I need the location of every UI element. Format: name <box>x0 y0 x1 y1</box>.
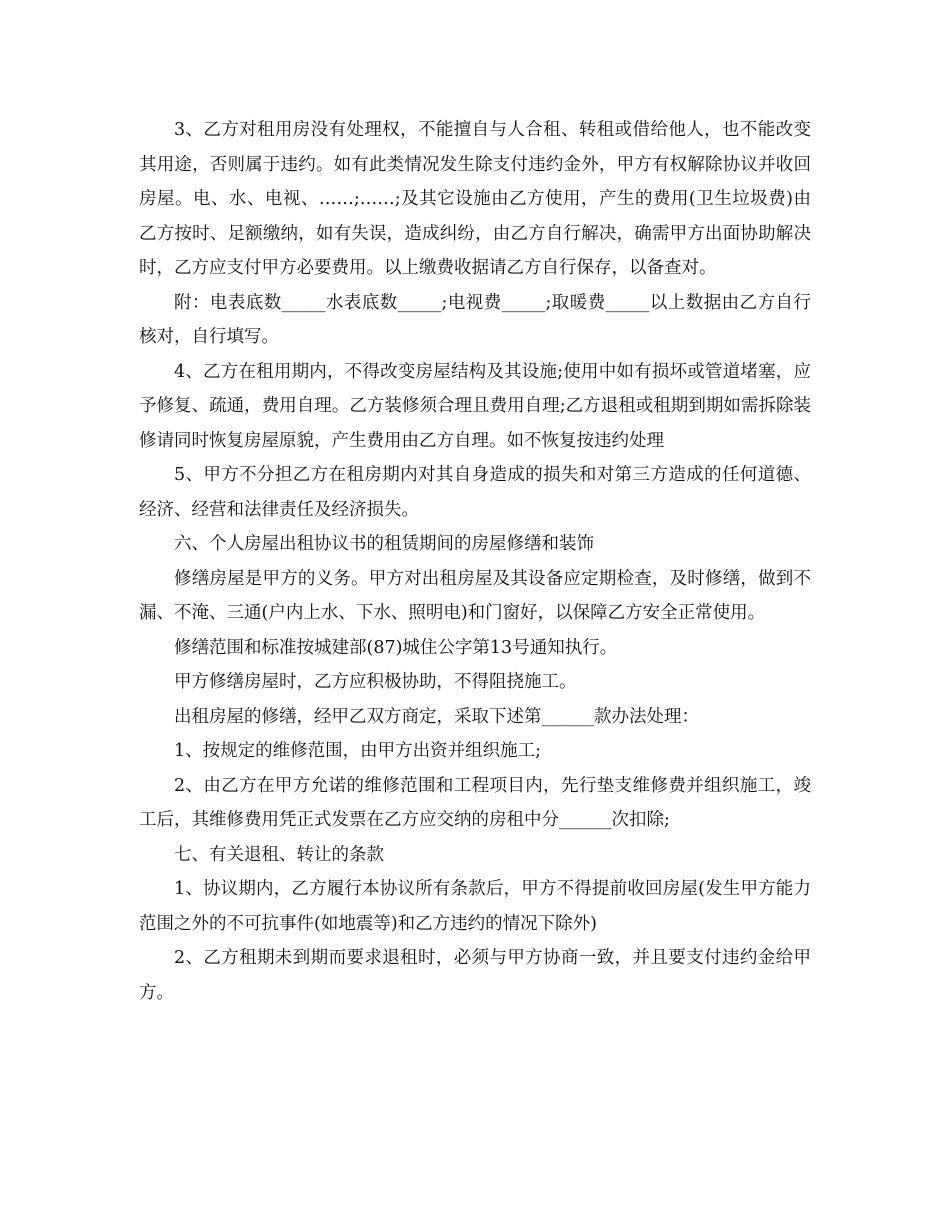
paragraph-repair-scope: 修缮范围和标准按城建部(87)城住公字第13号通知执行。 <box>174 637 618 658</box>
paragraph-termination-2: 2、乙方租期未到期而要求退租时，必须与甲方协商一致，并且要支付违约金给甲方。 <box>139 948 811 1003</box>
paragraph-clause-3: 3、乙方对租用房没有处理权，不能擅自与人合租、转租或借给他人，也不能改变其用途，否则属于违约。如有此类情况发生除支付违约金外，甲方有权解除协议并收回房屋。电、水、电视、……;……;及其它设施由乙方使用，产生的费用(卫生垃圾费)由乙方按时、足额缴纳，如有失误，造成纠纷，由乙方自行解决，确需甲方出面协助解决时，乙方应支付甲方必要费用。以上缴费收据请乙方自行保存，以备查对。 <box>139 120 811 278</box>
paragraph-termination-1: 1、协议期内，乙方履行本协议所有条款后，甲方不得提前收回房屋(发生甲方能力范围之外的不可抗事件(如地震等)和乙方违约的情况下除外) <box>139 879 811 934</box>
paragraph-repair-method: 出租房屋的修缮，经甲乙双方商定，采取下述第______款办法处理： <box>174 706 699 727</box>
paragraph-meter-readings: 附：电表底数_____水表底数_____;电视费_____;取暖费_____以上数据由乙方自行核对，自行填写。 <box>139 292 811 347</box>
paragraph-repair-duty: 修缮房屋是甲方的义务。甲方对出租房屋及其设备应定期检查，及时修缮，做到不漏、不淹、三通(户内上水、下水、照明电)和门窗好，以保障乙方安全正常使用。 <box>139 568 811 623</box>
paragraph-repair-cooperation: 甲方修缮房屋时，乙方应积极协助，不得阻挠施工。 <box>174 672 577 692</box>
section-heading-7: 七、有关退租、转让的条款 <box>174 844 384 865</box>
paragraph-clause-4: 4、乙方在租用期内，不得改变房屋结构及其设施;使用中如有损坏或管道堵塞，应予修复、疏通，费用自理。乙方装修须合理且费用自理;乙方退租或租期到期如需拆除装修请同时恢复房屋原貌，产生费用由乙方自理。如不恢复按违约处理 <box>139 361 811 451</box>
paragraph-repair-option-2: 2、由乙方在甲方允诺的维修范围和工程项目内，先行垫支维修费并组织施工，竣工后，其维修费用凭正式发票在乙方应交纳的房租中分______次扣除; <box>139 775 811 830</box>
document-page <box>139 113 811 1010</box>
paragraph-clause-5: 5、甲方不分担乙方在租房期内对其自身造成的损失和对第三方造成的任何道德、经济、经营和法律责任及经济损失。 <box>139 465 811 520</box>
section-heading-6: 六、个人房屋出租协议书的租赁期间的房屋修缮和装饰 <box>174 534 594 554</box>
paragraph-repair-option-1: 1、按规定的维修范围，由甲方出资并组织施工; <box>174 741 542 761</box>
